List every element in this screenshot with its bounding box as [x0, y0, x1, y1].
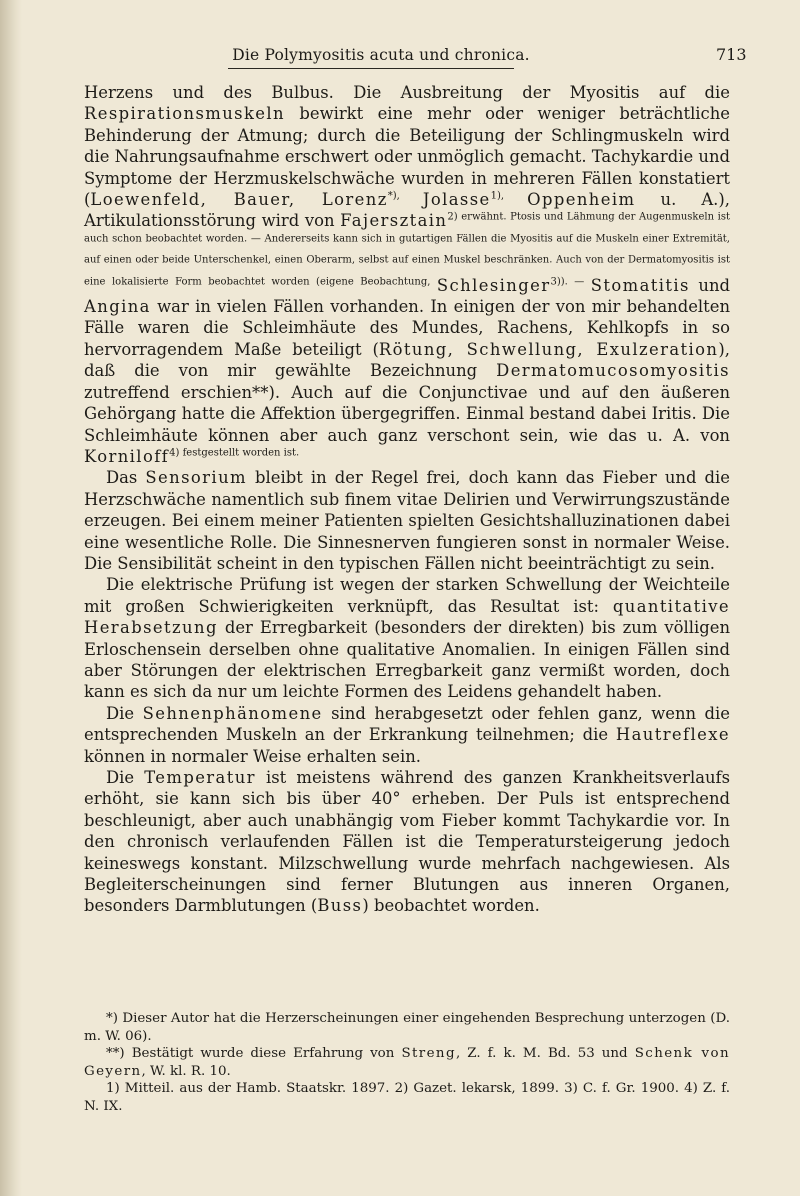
footnote: **) Bestätigt wurde diese Erfahrung von Streng, Z. f. k. M. Bd. 53 und Schenk von Geyern, W. kl. R. 10.	[84, 1046, 731, 1079]
header-rule	[228, 68, 514, 69]
page-binding-shadow	[0, 0, 22, 1196]
running-head: Die Polymyositis acuta und chronica.	[232, 46, 530, 64]
page-number: 713	[716, 45, 747, 64]
paragraph: Die Temperatur ist meistens während des ganzen Krankheitsverlaufs erhöht, sie kann sich bis über 40° erheben. Der Puls ist entsprechend beschleunigt, aber auch unabhängig vom Fieber kommt Tachykardie vor. In den chronisch verlaufenden Fällen ist die Temperatursteigerung jedoch keineswegs konstant. Milzschwellung wurde mehrfach nachgewiesen. Als Begleiterscheinungen sind ferner Blutungen aus inneren Organen, besonders Darmblutungen (Buss) beobachtet worden.	[84, 768, 730, 916]
main-text	[84, 82, 730, 917]
footnote: 1) Mitteil. aus der Hamb. Staatskr. 1897. 2) Gazet. lekarsk, 1899. 3) C. f. Gr. 1900. 4) Z. f. N. IX.	[84, 1081, 730, 1114]
footnote: *) Dieser Autor hat die Herzerscheinungen einer eingehenden Besprechung unterzogen (D. m. W. 06).	[84, 1011, 730, 1044]
paragraph: Die Sehnenphänomene sind herabgesetzt oder fehlen ganz, wenn die entsprechenden Muskeln an der Erkrankung teilnehmen; die Hautreflexe können in normaler Weise erhalten sein.	[84, 703, 730, 766]
footnotes	[84, 1010, 730, 1116]
paragraph: Das Sensorium bleibt in der Regel frei, doch kann das Fieber und die Herzschwäche namentlich sub finem vitae Delirien und Verwirrungszustände erzeugen. Bei einem meiner Patienten spielten Gesichtshalluzinationen dabei eine wesentliche Rolle. Die Sinnesnerven fungieren sonst in normaler Weise. Die Sensibilität scheint in den typischen Fällen nicht beeinträchtigt zu sein.	[84, 468, 730, 573]
paragraph: Die elektrische Prüfung ist wegen der starken Schwellung der Weichteile mit großen Schwierigkeiten verknüpft, das Resultat ist: quantitative Herabsetzung der Erregbarkeit (besonders der direkten) bis zum völligen Erloschensein derselben ohne qualitative Anomalien. In einigen Fällen sind aber Störungen der elektrischen Erregbarkeit ganz vermißt worden, doch kann es sich da nur um leichte Formen des Leidens gehandelt haben.	[84, 575, 730, 702]
paragraph: Herzens und des Bulbus. Die Ausbreitung der Myositis auf die Respirationsmuskeln bewirkt eine mehr oder weniger beträchtliche Behinderung der Atmung; durch die Beteiligung der Schlingmuskeln wird die Nahrungsaufnahme erschwert oder unmöglich gemacht. Tachykardie und Symptome der Herzmuskelschwäche wurden in mehreren Fällen konstatiert (Loewenfeld, Bauer, Lorenz*), Jolasse$^{1),}$ Oppenheim u. A.), Artikulationsstörung wird von Fajersztain2) erwähnt. Ptosis und Lähmung der Augenmuskeln ist auch schon beobachtet worden. — Andererseits kann sich in gutartigen Fällen die Myositis auf die Muskeln einer Extremität, auf einen oder beide Unterschenkel, einen Oberarm, selbst auf einen Muskel beschränken. Auch von der Dermatomyositis ist eine lokalisierte Form beobachtet worden (eigene Beobachtung, Schlesinger$^{3)). —}$ Stomatitis und Angina war in vielen Fällen vorhanden. In einigen der von mir behandelten Fälle waren die Schleimhäute des Mundes, Rachens, Kehlkopfs in so hervorragendem Maße beteiligt (Rötung, Schwellung, Exulzeration), daß die von mir gewählte Bezeichnung Dermatomucosomyositis zutreffend erschien**). Auch auf die Conjunctivae und auf den äußeren Gehörgang hatte die Affektion übergegriffen. Einmal bestand dabei Iritis. Die Schleimhäute können aber auch ganz verschont sein, wie das u. A. von Korniloff$^{4) festgestellt worden ist.}$	[84, 83, 731, 466]
